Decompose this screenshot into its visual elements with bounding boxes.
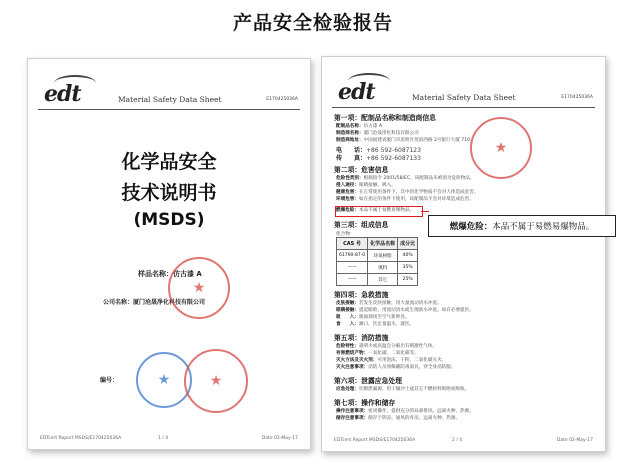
company-name-label: 公司名称：厦门沧晟净化科技有限公司 — [103, 299, 206, 306]
table-cell: 25% — [398, 274, 418, 286]
s5-row: 灭火方法及灭火剂：可用泡沫、干粉、二氧化碳灭火。 — [336, 358, 447, 363]
section-2-title: 第二项：危害信息 — [334, 166, 389, 174]
s7-row: 操作注意事项：密闭操作，提供充分的局部排风。远离火种、热源。 — [336, 409, 474, 414]
s6-row: 应急处理：切断泄漏源，用干燥沙土或其它不燃材料吸附或吸收。 — [336, 387, 470, 392]
section-5-title: 第五项：消防措施 — [334, 334, 389, 342]
table-cell: 环氧树脂 — [368, 250, 398, 262]
footer-date: Date 02-May-17 — [261, 436, 298, 441]
header-title: Material Safety Data Sheet — [412, 93, 516, 102]
company-seal-icon: ★ — [168, 257, 230, 319]
table-header: CAS 号 — [337, 238, 368, 250]
s2-row: 环境危害：如在指定的条件下使用，该配制品不会对环境造成危害。 — [336, 197, 474, 202]
table-cell: 40% — [398, 250, 418, 262]
cover-title-line2: 技术说明书 — [121, 182, 217, 204]
doc-header — [332, 67, 595, 108]
page-banner-title: 产品安全检验报告 — [232, 12, 393, 34]
blue-seal-icon: ★ — [136, 352, 192, 408]
s5-row: 有害燃烧产物：一氧化碳、二氧化碳等。 — [336, 351, 419, 356]
header-code: E170425036A — [266, 97, 298, 102]
callout-text: 本品不属于易燃易爆物品。 — [492, 222, 595, 232]
header-title: Material Safety Data Sheet — [118, 95, 222, 104]
s2-row-flammability: 燃爆危险：本品不属于易燃易爆物品。 — [336, 208, 415, 213]
cover-title-line3: (MSDS) — [133, 210, 205, 230]
section-1-title: 第一项：配制品名称和制造商信息 — [334, 114, 436, 122]
s2-row: 侵入途径：眼睛接触、吸入。 — [336, 183, 396, 188]
edt-logo: edt — [44, 81, 81, 107]
table-row — [337, 262, 418, 274]
s4-row: 吸 入：脱离现场至空气新鲜处。 — [336, 315, 410, 320]
table-header: 成分比 — [398, 238, 418, 250]
header-code: E170425036A — [561, 95, 593, 100]
table-row — [337, 250, 418, 262]
company-seal-icon: ★ — [470, 117, 532, 179]
footer-page: 2 / 4 — [452, 438, 463, 443]
s4-row: 食 入：漱口，饮足量温水，就医。 — [336, 322, 415, 327]
table-cell: 35% — [398, 262, 418, 274]
msds-cover-page — [27, 58, 311, 450]
s7-row: 储存注意事项：储存于阴凉、通风的库房。远离火种、热源。 — [336, 416, 461, 421]
s3-subtitle: 化合物： — [336, 232, 355, 237]
red-seal-icon: ★ — [184, 349, 248, 413]
s2-row: 健康危害：在正常使用条件下，其中的化学物质不会对人体造成危害。 — [336, 190, 479, 195]
table-cell: —— — [337, 262, 368, 274]
table-cell: —— — [337, 274, 368, 286]
footer-page: 1 / 4 — [158, 436, 169, 441]
callout-label: 燃爆危险： — [449, 222, 493, 232]
s1-row: 制造商名称：厦门沧晟净化科技有限公司 — [336, 131, 419, 136]
section-4-title: 第四项：急救措施 — [334, 291, 389, 299]
section-6-title: 第六项：泄露应急处理 — [334, 377, 402, 385]
s1-row: 配制品名称：仿古漆 A — [336, 124, 382, 129]
s4-row: 皮肤接触：若发生皮肤接触，用大量流动清水冲洗。 — [336, 301, 442, 306]
table-cell: 填料 — [368, 262, 398, 274]
edt-logo: edt — [338, 79, 375, 105]
doc-header — [38, 69, 300, 110]
msds-content-page — [321, 56, 606, 452]
s1-row: 制造商地址：中国福建省厦门市思明区莲前西路 2号银行大厦 710 — [336, 138, 471, 143]
highlight-box — [335, 206, 423, 217]
section-7-title: 第七项：操作和储存 — [334, 399, 396, 407]
cover-title-line1: 化学品安全 — [121, 151, 217, 173]
s4-row: 眼睛接触：提起眼睑，用流动清水或生理盐水冲洗。如有必要就医。 — [336, 308, 474, 313]
footer-left: EDTcert Report MSDS/E170425036A — [40, 436, 122, 441]
composition-table — [336, 237, 418, 286]
s5-row: 危险特性：遇明火或高温会分解出有刺激性气体。 — [336, 344, 438, 349]
table-cell: 其它 — [368, 274, 398, 286]
s1-row: 传 真：+86 592-6087133 — [336, 155, 421, 162]
table-cell: 61790-87-0 — [337, 250, 368, 262]
serial-label: 编号： — [100, 377, 119, 384]
table-header-row — [337, 238, 418, 250]
sample-name-label: 样品名称：仿古漆 A — [138, 270, 202, 278]
s2-row: 危险性类别：根据指令 2001/58/EC，该配制品未被划为危险物品。 — [336, 176, 475, 181]
s1-row: 电 话：+86 592-6087123 — [336, 147, 421, 154]
table-header: 化学品名称 — [368, 238, 398, 250]
flammability-callout — [428, 215, 616, 237]
table-row — [337, 274, 418, 286]
footer-left: EDTcert Report MSDS/E170425036A — [334, 438, 416, 443]
s5-row: 灭火注意事项：消防人员须佩戴防毒面具，穿全身消防服。 — [336, 365, 456, 370]
section-3-title: 第三项：组成信息 — [334, 221, 389, 229]
footer-date: Date 02-May-17 — [556, 438, 593, 443]
